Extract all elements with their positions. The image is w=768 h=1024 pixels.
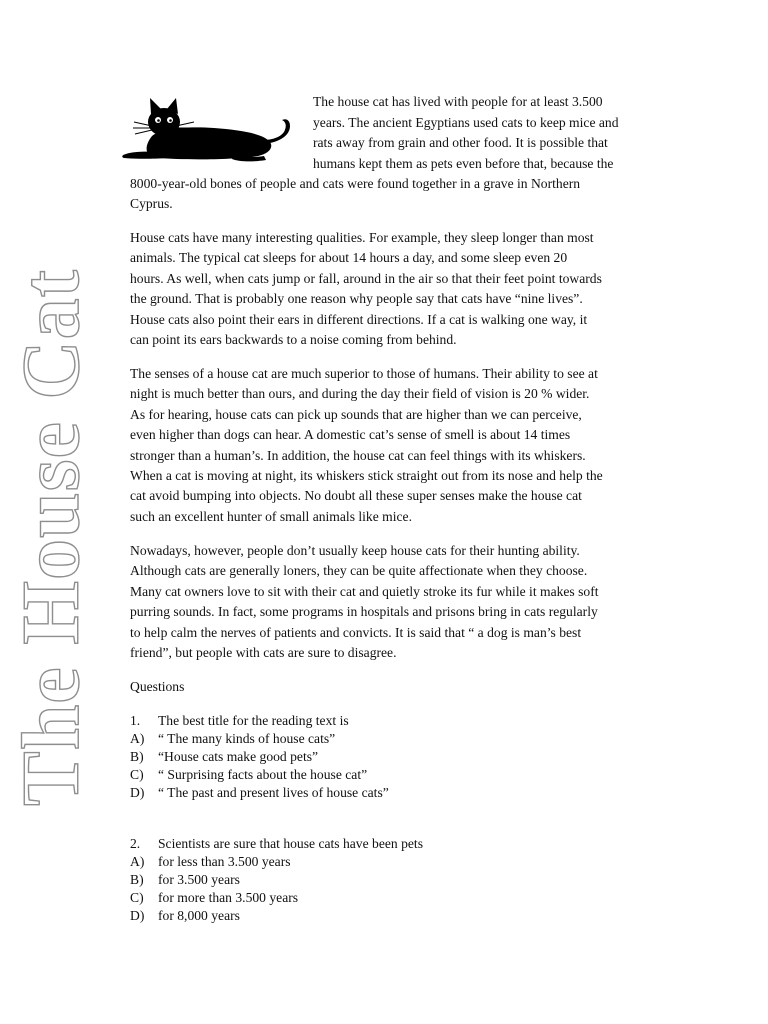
- text-line: House cats also point their ears in different directions. If a cat is walking one way, it: [130, 311, 588, 327]
- answer-option: [130, 907, 630, 925]
- text-line: hours. As well, when cats jump or fall, around in the air so that their feet point towards: [130, 270, 602, 286]
- text-line: animals. The typical cat sleeps for about 14 hours a day, and some sleep even 20: [130, 250, 568, 266]
- answer-option: [130, 784, 630, 802]
- question-stem: [130, 712, 630, 730]
- option-letter: B): [130, 749, 144, 764]
- text-line: friend”, but people with cats are sure to disagree.: [130, 645, 397, 661]
- option-letter: D): [130, 908, 145, 923]
- text-line: the ground. That is probably one reason why people say that cats have “nine lives”.: [130, 291, 583, 307]
- answer-option: [130, 853, 630, 871]
- text-line: humans kept them as pets even before that, because the: [313, 155, 614, 171]
- option-letter: D): [130, 785, 145, 800]
- text-line: The senses of a house cat are much superior to those of humans. Their ability to see at: [130, 366, 598, 381]
- answer-option: [130, 871, 630, 889]
- text-line: such an excellent hunter of small animals like mice.: [130, 508, 412, 524]
- option-letter: B): [130, 872, 144, 887]
- option-letter: A): [130, 854, 145, 869]
- paragraph-3: [130, 364, 660, 527]
- option-text: “ The past and present lives of house cats”: [158, 785, 389, 800]
- text-line: years. The ancient Egyptians used cats to keep mice and: [313, 114, 619, 130]
- question-1: [130, 712, 630, 802]
- question-number: 1.: [130, 713, 141, 728]
- paragraph-2: [130, 228, 660, 350]
- option-text: “House cats make good pets”: [158, 749, 319, 764]
- text-line: As for hearing, house cats can pick up sounds that are higher than we can perceive,: [130, 406, 582, 422]
- option-text: for more than 3.500 years: [158, 890, 299, 905]
- answer-option: [130, 889, 630, 907]
- text-line: Although cats are generally loners, they can be quite affectionate when they choose.: [130, 563, 588, 579]
- text-line: Many cat owners love to sit with their cat and quietly stroke its fur while it makes soft: [130, 583, 599, 599]
- text-line: rats away from grain and other food. It is possible that: [313, 135, 608, 151]
- answer-option: [130, 766, 630, 784]
- answer-option: [130, 730, 630, 748]
- question-text: The best title for the reading text is: [158, 713, 349, 728]
- question-number: 2.: [130, 836, 141, 851]
- text-line: even higher than dogs can hear. A domestic cat’s sense of smell is about 14 times: [130, 427, 571, 443]
- option-letter: A): [130, 731, 145, 746]
- questions-heading: Questions: [130, 679, 185, 694]
- vertical-title-text: The House Cat: [5, 269, 96, 806]
- text-line: to help calm the nerves of patients and convicts. It is said that “ a dog is man’s best: [130, 624, 582, 640]
- text-line: The house cat has lived with people for at least 3.500: [313, 94, 603, 109]
- option-text: for 8,000 years: [158, 908, 240, 923]
- text-line: 8000-year-old bones of people and cats were found together in a grave in Northern: [130, 176, 581, 191]
- text-line: House cats have many interesting qualities. For example, they sleep longer than most: [130, 230, 594, 245]
- text-line: When a cat is moving at night, its whiskers stick straight out from its nose and help the: [130, 468, 603, 484]
- text-line: stronger than a human’s. In addition, the house cat can feel things with its whiskers.: [130, 447, 586, 463]
- text-line: Cyprus.: [130, 196, 173, 212]
- option-text: “ Surprising facts about the house cat”: [158, 767, 368, 782]
- black-cat-illustration: [114, 96, 304, 168]
- text-line: can point its ears backwards to a noise coming from behind.: [130, 332, 457, 348]
- text-line: night is much better than ours, and during the day their field of vision is 20 % wider.: [130, 386, 590, 402]
- paragraph-4: [130, 541, 660, 663]
- option-letter: C): [130, 767, 144, 782]
- question-text: Scientists are sure that house cats have been pets: [158, 836, 423, 851]
- option-text: for less than 3.500 years: [158, 854, 291, 869]
- text-line: Nowadays, however, people don’t usually keep house cats for their hunting ability.: [130, 543, 580, 558]
- option-text: for 3.500 years: [158, 872, 240, 887]
- option-letter: C): [130, 890, 144, 905]
- answer-option: [130, 748, 630, 766]
- option-text: “ The many kinds of house cats”: [158, 731, 336, 746]
- question-stem: [130, 835, 630, 853]
- question-2: [130, 835, 630, 925]
- text-line: cat avoid bumping into objects. No doubt all these super senses make the house cat: [130, 488, 582, 504]
- paragraph-1-beside-image: [313, 92, 663, 174]
- paragraph-1-continued: [130, 174, 660, 215]
- text-line: purring sounds. In fact, some programs in hospitals and prisons bring in cats regularly: [130, 604, 598, 620]
